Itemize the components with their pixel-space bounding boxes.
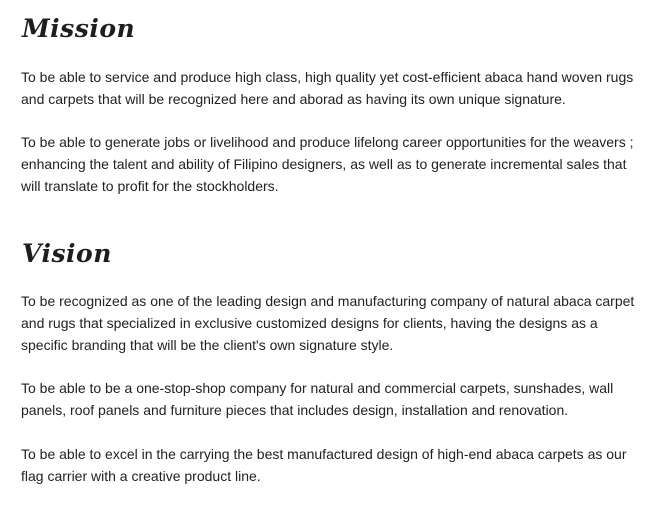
mission-heading: Mission [22,14,136,43]
vision-paragraph-1: To be recognized as one of the leading design and manufacturing company of natural abaca carpet and rugs that specialized in exclusive customized designs for clients, having the designs as a specific branding that will be the client's own signature style. [21,293,635,353]
mission-paragraph-2: To be able to generate jobs or livelihood and produce lifelong career opportunities for the weavers ; enhancing the talent and ability of Filipino designers, as well as to generate incremental sales that will translate to profit for the stockholders. [21,134,634,194]
vision-paragraph-3: To be able to excel in the carrying the best manufactured design of high-end abaca carpets as our flag carrier with a creative product line. [21,446,627,484]
vision-paragraph-2: To be able to be a one-stop-shop company for natural and commercial carpets, sunshades, wall panels, roof panels and furniture pieces that includes design, installation and renovation. [21,380,614,418]
vision-heading: Vision [22,239,112,268]
mission-paragraph-1: To be able to service and produce high class, high quality yet cost-efficient abaca hand woven rugs and carpets that will be recognized here and aborad as having its own unique signature. [21,69,634,107]
